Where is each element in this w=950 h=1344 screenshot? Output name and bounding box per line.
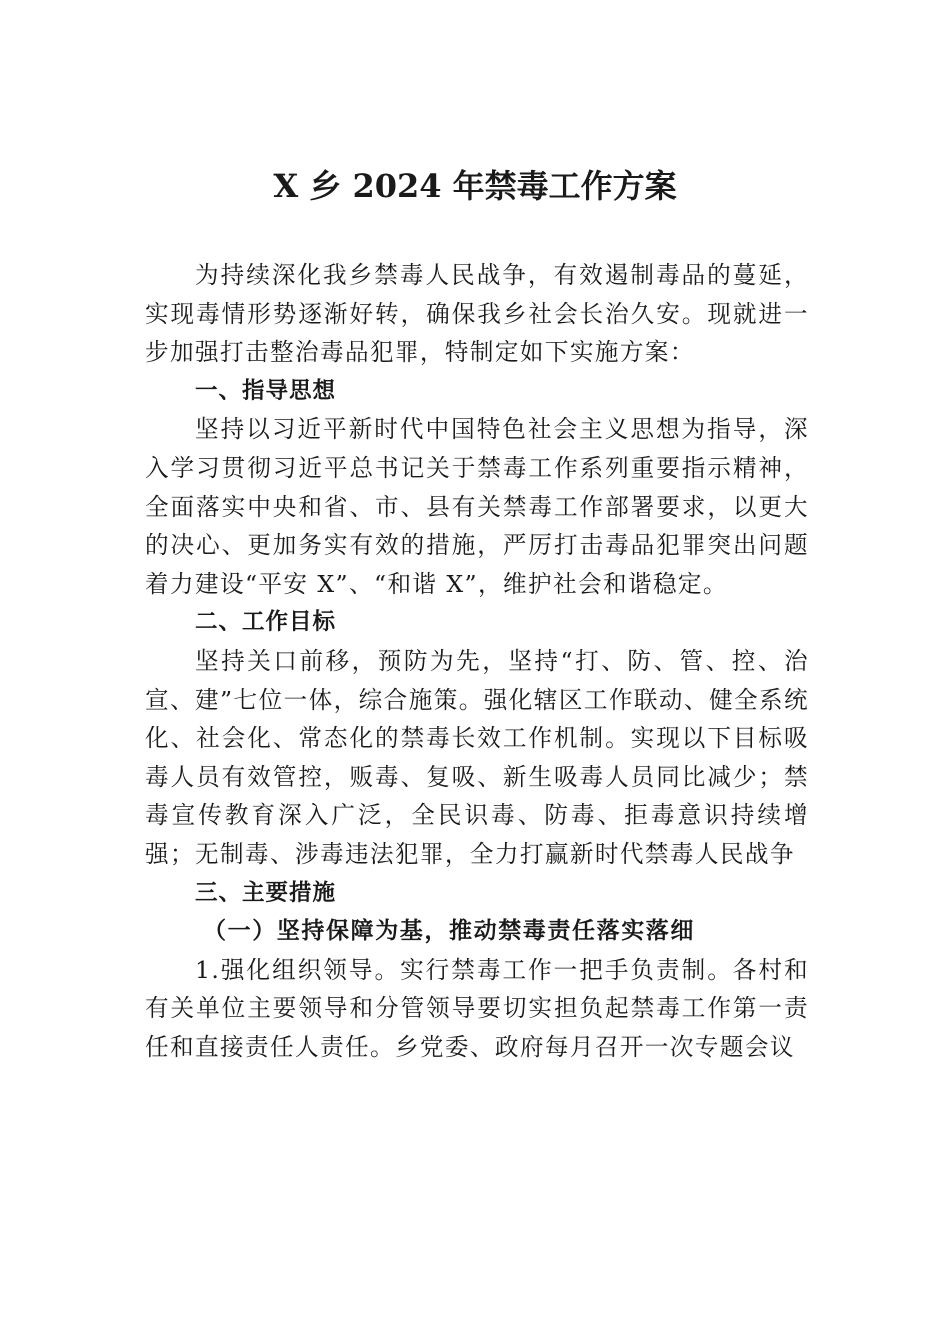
work-goals-paragraph: 坚持关口前移，预防为先，坚持“打、防、管、控、治宣、建”七位一体，综合施策。强化辖区工作联动、健全系统化、社会化、常态化的禁毒长效工作机制。实现以下目标吸毒人员有效管控，贩毒、复吸、新生吸毒人员同比减少；禁毒宣传教育深入广泛，全民识毒、防毒、拒毒意识持续增强；无制毒、涉毒违法犯罪，全力打赢新时代禁毒人民战争 <box>145 646 809 868</box>
section-heading-main-measures: 三、主要措施 <box>195 879 337 906</box>
section-heading-work-goals: 二、工作目标 <box>195 609 337 636</box>
organization-leadership-paragraph: 1.强化组织领导。实行禁毒工作一把手负责制。各村和有关单位主要领导和分管领导要切实担负起禁毒工作第一责任和直接责任人责任。乡党委、政府每月召开一次专题会议 <box>145 955 809 1061</box>
section-heading-guiding-ideology: 一、指导思想 <box>195 377 337 404</box>
subsection-heading-responsibility: （一）坚持保障为基，推动禁毒责任落实落细 <box>203 917 695 945</box>
document-body <box>145 256 809 1066</box>
intro-paragraph: 为持续深化我乡禁毒人民战争，有效遏制毒品的蔓延，实现毒情形势逐渐好转，确保我乡社会长治久安。现就进一步加强打击整治毒品犯罪，特制定如下实施方案： <box>145 261 809 367</box>
guiding-ideology-paragraph: 坚持以习近平新时代中国特色社会主义思想为指导，深入学习贯彻习近平总书记关于禁毒工作系列重要指示精神，全面落实中央和省、市、县有关禁毒工作部署要求，以更大的决心、更加务实有效的措施，严厉打击毒品犯罪突出问题着力建设“平安 X”、“和谐 X”，维护社会和谐稳定。 <box>145 415 809 598</box>
document-title: X 乡 2024 年禁毒工作方案 <box>273 167 677 205</box>
